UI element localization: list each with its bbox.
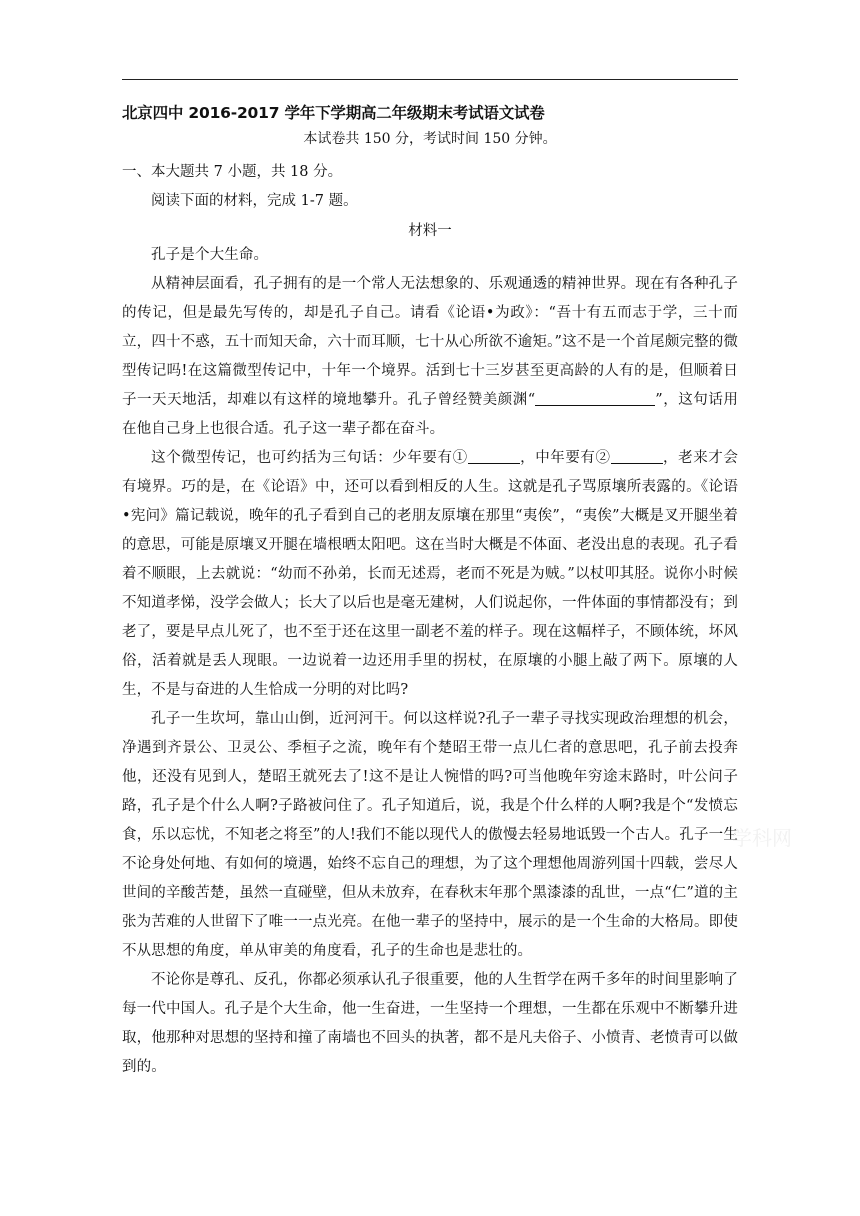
paragraph-5 bbox=[122, 966, 738, 1082]
paragraph-4-text: 孔子一生坎坷，靠山山倒，近河河干。何以这样说?孔子一辈子寻找实现政治理想的机会，净遇到齐景公、卫灵公、季桓子之流，晚年有个楚昭王带一点儿仁者的意思吧，孔子前去投奔他，还没有见到人，楚昭王就死去了!这不是让人惋惜的吗?可当他晚年穷途末路时，叶公问子路，孔子是个什么人啊?子路被问住了。孔子知道后，说，我是个什么样的人啊?我是个“发愤忘食，乐以忘忧，不知老之将至”的人!我们不能以现代人的傲慢去轻易地诋毁一个古人。孔子一生不论身处何地、有如何的境遇，始终不忘自己的理想，为了这个理想他周游列国十四载，尝尽人世间的辛酸苦楚，虽然一直碰壁，但从未放弃，在春秋末年那个黑漆漆的乱世，一点“仁”道的主张为苦难的人世留下了唯一一点光亮。在他一辈子的坚持中，展示的是一个生命的大格局。即使不从思想的角度，单从审美的角度看，孔子的生命也是悲壮的。 bbox=[122, 711, 738, 959]
exam-title: 北京四中 2016-2017 学年下学期高二年级期末考试语文试卷 bbox=[122, 104, 545, 122]
paragraph-4 bbox=[122, 705, 738, 966]
paragraph-5-text: 不论你是尊孔、反孔，你都必须承认孔子很重要，他的人生哲学在两千多年的时间里影响了每一代中国人。孔子是个大生命，他一生奋进，一生坚持一个理想，一生都在乐观中不断攀升进取，他那种对思想的坚持和撞了南墙也不回头的执著，都不是凡夫俗子、小愤青、老愤青可以做到的。 bbox=[122, 972, 738, 1075]
paragraph-2-text-b: ”，这句话用在他自己身上也很合适。孔子这一辈子都在奋斗。 bbox=[122, 392, 738, 437]
paragraph-2 bbox=[122, 270, 738, 444]
paragraph-1 bbox=[122, 241, 738, 270]
paragraph-2-text-a: 从精神层面看，孔子拥有的是一个常人无法想象的、乐观通透的精神世界。现在有各种孔子的传记，但是最先写传的，却是孔子自己。请看《论语•为政》：“吾十有五而志于学，三十而立，四十不惑，五十而知天命，六十而耳顺，七十从心所欲不逾矩。”这不是一个首尾颇完整的微型传记吗!在这篇微型传记中，十年一个境界。活到七十三岁甚至更高龄的人有的是，但顺着日子一天天地活，却难以有这样的境地攀升。孔子曾经赞美颜渊“ bbox=[122, 276, 738, 408]
fill-blank-quote[interactable] bbox=[535, 391, 655, 407]
paragraph-3-text-a: 这个微型传记，也可约括为三句话：少年要有① bbox=[151, 450, 468, 466]
section-heading: 一、本大题共 7 小题，共 18 分。 bbox=[122, 164, 343, 180]
header-rule bbox=[122, 79, 738, 80]
paragraph-3 bbox=[122, 444, 738, 705]
paragraph-3-text-b: ，中年要有② bbox=[519, 450, 611, 466]
exam-subtitle: 本试卷共 150 分，考试时间 150 分钟。 bbox=[303, 131, 557, 147]
paragraph-3-text-c: ，老来才会有境界。巧的是，在《论语》中，还可以看到相反的人生。这就是孔子骂原壤所表露的。《论语•宪问》篇记载说，晚年的孔子看到自己的老朋友原壤在那里“夷俟”，“夷俟”大概是叉开腿坐着的意思，可能是原壤叉开腿在墙根晒太阳吧。这在当时大概是不体面、老没出息的表现。孔子看着不顺眼，上去就说：“幼而不孙弟，长而无述焉，老而不死是为贼。”以杖叩其胫。说你小时候不知道孝悌，没学会做人；长大了以后也是毫无建树，人们说起你，一件体面的事情都没有；到老了，要是早点儿死了，也不至于还在这里一副老不羞的样子。现在这幅样子，不顾体统，坏风俗，活着就是丢人现眼。一边说着一边还用手里的拐杖，在原壤的小腿上敲了两下。原壤的人生，不是与奋进的人生恰成一分明的对比吗? bbox=[122, 450, 739, 698]
instruction-text: 阅读下面的材料，完成 1-7 题。 bbox=[151, 193, 358, 209]
material-title: 材料一 bbox=[408, 223, 452, 239]
watermark-text: 学科网 bbox=[732, 826, 792, 850]
fill-blank-1[interactable] bbox=[468, 449, 520, 465]
paragraph-1-text: 孔子是个大生命。 bbox=[151, 247, 269, 263]
material-body bbox=[122, 241, 738, 1082]
fill-blank-2[interactable] bbox=[611, 449, 663, 465]
